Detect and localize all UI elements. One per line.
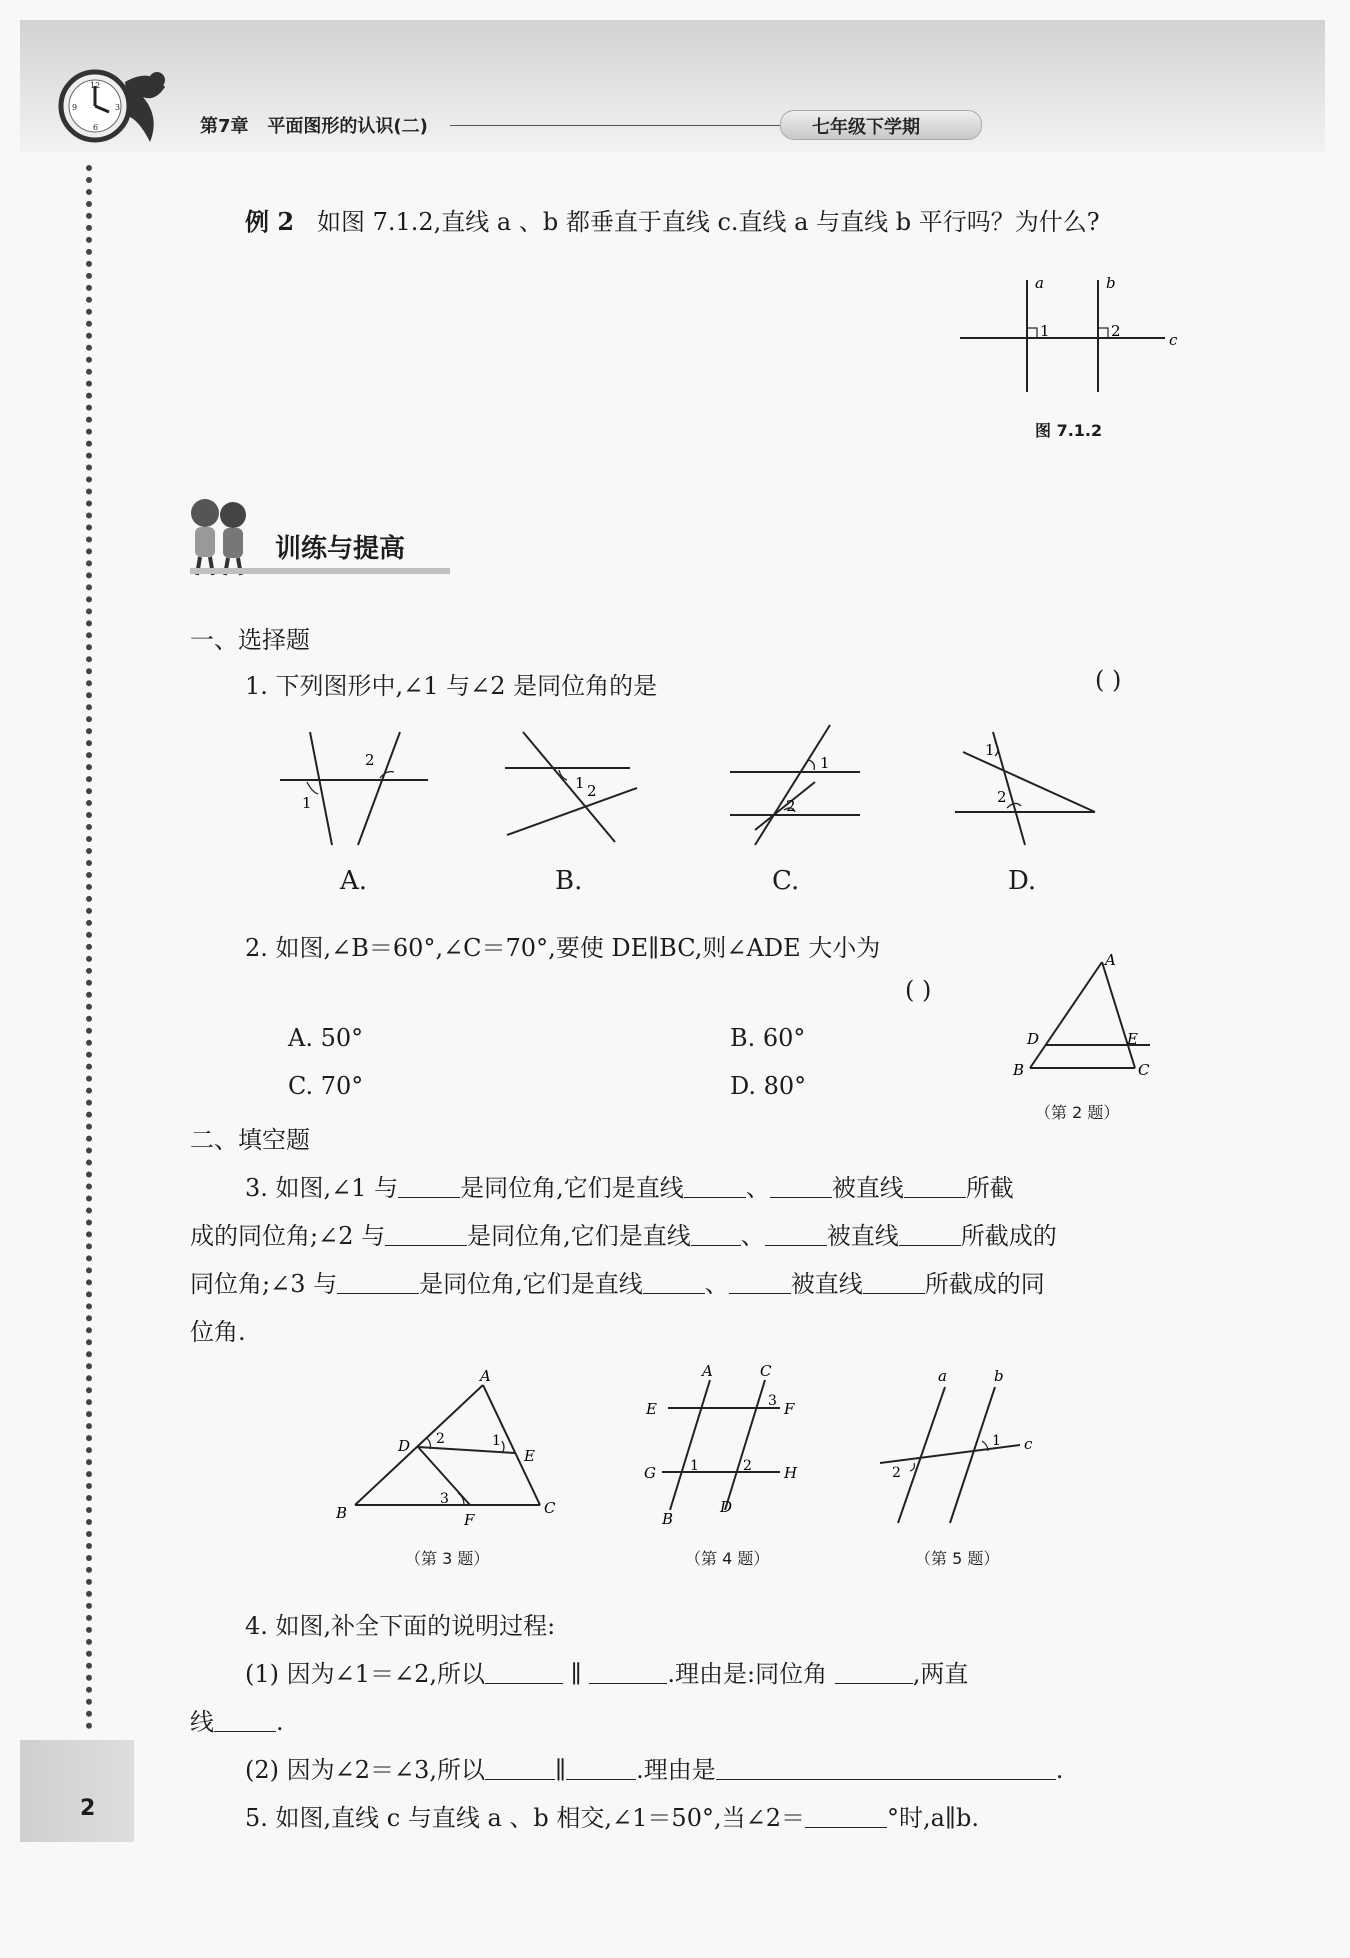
svg-text:a: a bbox=[1035, 274, 1044, 292]
svg-text:2: 2 bbox=[365, 751, 375, 769]
q2-text: 2. 如图,∠B＝60°,∠C＝70°,要使 DE∥BC,则∠ADE 大小为 bbox=[245, 934, 881, 962]
binding-dots bbox=[86, 165, 92, 1730]
blank[interactable] bbox=[485, 1663, 563, 1684]
q3-line-2: 成的同位角;∠2 与 是同位角,它们是直线 、 被直线 所截成的 bbox=[190, 1222, 1057, 1250]
header-rule bbox=[450, 125, 780, 126]
blank[interactable] bbox=[691, 1225, 741, 1246]
svg-text:3: 3 bbox=[115, 103, 121, 112]
svg-text:2: 2 bbox=[892, 1465, 901, 1481]
q4-caption: （第 4 题） bbox=[685, 1549, 770, 1568]
blank[interactable] bbox=[716, 1759, 1056, 1780]
svg-text:A: A bbox=[702, 1362, 713, 1380]
svg-text:C: C bbox=[1138, 1061, 1150, 1079]
section-2-title: 二、填空题 bbox=[190, 1126, 310, 1154]
svg-text:1: 1 bbox=[492, 1433, 501, 1449]
blank[interactable] bbox=[398, 1177, 460, 1198]
blank[interactable] bbox=[684, 1177, 746, 1198]
blank[interactable] bbox=[805, 1807, 887, 1828]
svg-text:c: c bbox=[1024, 1435, 1033, 1453]
svg-text:2: 2 bbox=[743, 1458, 752, 1474]
svg-text:2: 2 bbox=[786, 797, 796, 815]
page-number: 2 bbox=[80, 1796, 96, 1821]
q5-parallel-figure bbox=[870, 1365, 1040, 1530]
chapter-title: 平面图形的认识(二) bbox=[267, 116, 428, 137]
svg-text:1: 1 bbox=[575, 774, 585, 792]
q4-part-2: (2) 因为∠2＝∠3,所以 ∥ .理由是 . bbox=[245, 1756, 1064, 1784]
q1-text: 1. 下列图形中,∠1 与∠2 是同位角的是 bbox=[245, 672, 658, 700]
q3-line-3: 同位角;∠3 与 是同位角,它们是直线 、 被直线 所截成的同 bbox=[190, 1270, 1045, 1298]
q5-caption: （第 5 题） bbox=[915, 1549, 1000, 1568]
svg-text:B: B bbox=[1013, 1061, 1025, 1079]
blank[interactable] bbox=[904, 1177, 966, 1198]
svg-text:3: 3 bbox=[440, 1491, 449, 1507]
svg-text:C: C bbox=[760, 1362, 772, 1380]
blank[interactable] bbox=[643, 1273, 705, 1294]
svg-text:B: B bbox=[336, 1504, 348, 1522]
q1-option-c: C. bbox=[772, 866, 800, 896]
q3-caption: （第 3 题） bbox=[405, 1549, 490, 1568]
svg-text:2: 2 bbox=[436, 1431, 445, 1447]
svg-text:12: 12 bbox=[90, 81, 101, 90]
training-title: 训练与提高 bbox=[275, 534, 406, 564]
q1-answer-bracket: ( ) bbox=[1095, 666, 1122, 694]
svg-text:A: A bbox=[480, 1367, 491, 1385]
svg-text:B: B bbox=[662, 1510, 674, 1528]
q1-figure-d bbox=[945, 720, 1105, 855]
blank[interactable] bbox=[589, 1663, 667, 1684]
section-1-title: 一、选择题 bbox=[190, 626, 310, 654]
svg-text:1: 1 bbox=[302, 794, 312, 812]
clock-logo-icon bbox=[55, 62, 185, 152]
svg-text:E: E bbox=[646, 1400, 657, 1418]
q2-option-d: D. 80° bbox=[730, 1072, 807, 1100]
q4-parallel-figure bbox=[640, 1360, 820, 1530]
svg-text:9: 9 bbox=[72, 103, 78, 112]
svg-text:1: 1 bbox=[820, 754, 830, 772]
q1-figure-c bbox=[720, 720, 870, 855]
grade-label: 七年级下学期 bbox=[812, 117, 920, 138]
q1-option-b: B. bbox=[555, 866, 583, 896]
svg-text:3: 3 bbox=[768, 1393, 777, 1409]
svg-text:a: a bbox=[938, 1367, 947, 1385]
svg-text:1: 1 bbox=[985, 741, 995, 759]
q2-option-a: A. 50° bbox=[288, 1024, 364, 1052]
q2-option-c: C. 70° bbox=[288, 1072, 364, 1100]
q1-figure-b bbox=[495, 720, 645, 855]
svg-text:D: D bbox=[720, 1498, 733, 1516]
q3-triangle-figure bbox=[330, 1365, 570, 1525]
svg-text:E: E bbox=[1127, 1030, 1138, 1048]
q3-line-4: 位角. bbox=[190, 1318, 246, 1346]
blank[interactable] bbox=[485, 1759, 555, 1780]
blank[interactable] bbox=[214, 1711, 276, 1732]
svg-text:A: A bbox=[1105, 951, 1116, 969]
blank[interactable] bbox=[729, 1273, 791, 1294]
svg-text:F: F bbox=[784, 1400, 795, 1418]
svg-text:b: b bbox=[1106, 274, 1116, 292]
q1-option-d: D. bbox=[1008, 866, 1037, 896]
svg-text:2: 2 bbox=[997, 788, 1007, 806]
blank[interactable] bbox=[385, 1225, 467, 1246]
svg-text:C: C bbox=[544, 1499, 556, 1517]
q2-triangle-figure bbox=[1005, 950, 1165, 1090]
q4-part-1-cont: 线 . bbox=[190, 1708, 284, 1736]
q1-option-a: A. bbox=[340, 866, 368, 896]
q4-title: 4. 如图,补全下面的说明过程: bbox=[245, 1612, 556, 1640]
blank[interactable] bbox=[337, 1273, 419, 1294]
page-number-box bbox=[20, 1740, 134, 1842]
q4-part-1: (1) 因为∠1＝∠2,所以 ∥ .理由是:同位角 ,两直 bbox=[245, 1660, 969, 1688]
svg-text:G: G bbox=[644, 1464, 656, 1482]
chapter-heading bbox=[200, 112, 428, 138]
svg-text:6: 6 bbox=[93, 123, 99, 132]
blank[interactable] bbox=[835, 1663, 913, 1684]
svg-text:1: 1 bbox=[992, 1433, 1001, 1449]
blank[interactable] bbox=[770, 1177, 832, 1198]
q2-caption: （第 2 题） bbox=[1035, 1103, 1120, 1122]
svg-text:c: c bbox=[1169, 331, 1178, 349]
svg-text:1: 1 bbox=[690, 1458, 699, 1474]
svg-text:2: 2 bbox=[1111, 322, 1121, 340]
q3-line-1: 3. 如图,∠1 与 是同位角,它们是直线 、 被直线 所截 bbox=[245, 1174, 1014, 1202]
svg-text:D: D bbox=[398, 1437, 411, 1455]
svg-text:1: 1 bbox=[1040, 322, 1050, 340]
q1-figure-a bbox=[270, 720, 435, 855]
figure-7-1-2 bbox=[955, 270, 1185, 400]
svg-text:E: E bbox=[524, 1447, 535, 1465]
example-text: 如图 7.1.2,直线 a 、b 都垂直于直线 c.直线 a 与直线 b 平行吗？为什么? bbox=[316, 208, 1100, 236]
svg-text:H: H bbox=[784, 1464, 798, 1482]
figure-caption: 图 7.1.2 bbox=[1035, 421, 1103, 440]
blank[interactable] bbox=[899, 1225, 961, 1246]
svg-text:F: F bbox=[464, 1511, 475, 1525]
svg-text:2: 2 bbox=[587, 782, 597, 800]
chapter-number: 第7章 bbox=[200, 116, 249, 137]
example-2 bbox=[245, 202, 1100, 237]
blank[interactable] bbox=[566, 1759, 636, 1780]
q2-answer-bracket: ( ) bbox=[905, 976, 932, 1004]
q5-text: 5. 如图,直线 c 与直线 a 、b 相交,∠1＝50°,当∠2＝ °时,a∥b. bbox=[245, 1804, 979, 1832]
example-label: 例 2 bbox=[245, 207, 295, 236]
blank[interactable] bbox=[765, 1225, 827, 1246]
svg-text:D: D bbox=[1027, 1030, 1040, 1048]
training-underline bbox=[190, 568, 450, 574]
svg-text:b: b bbox=[994, 1367, 1004, 1385]
q2-option-b: B. 60° bbox=[730, 1024, 806, 1052]
blank[interactable] bbox=[863, 1273, 925, 1294]
